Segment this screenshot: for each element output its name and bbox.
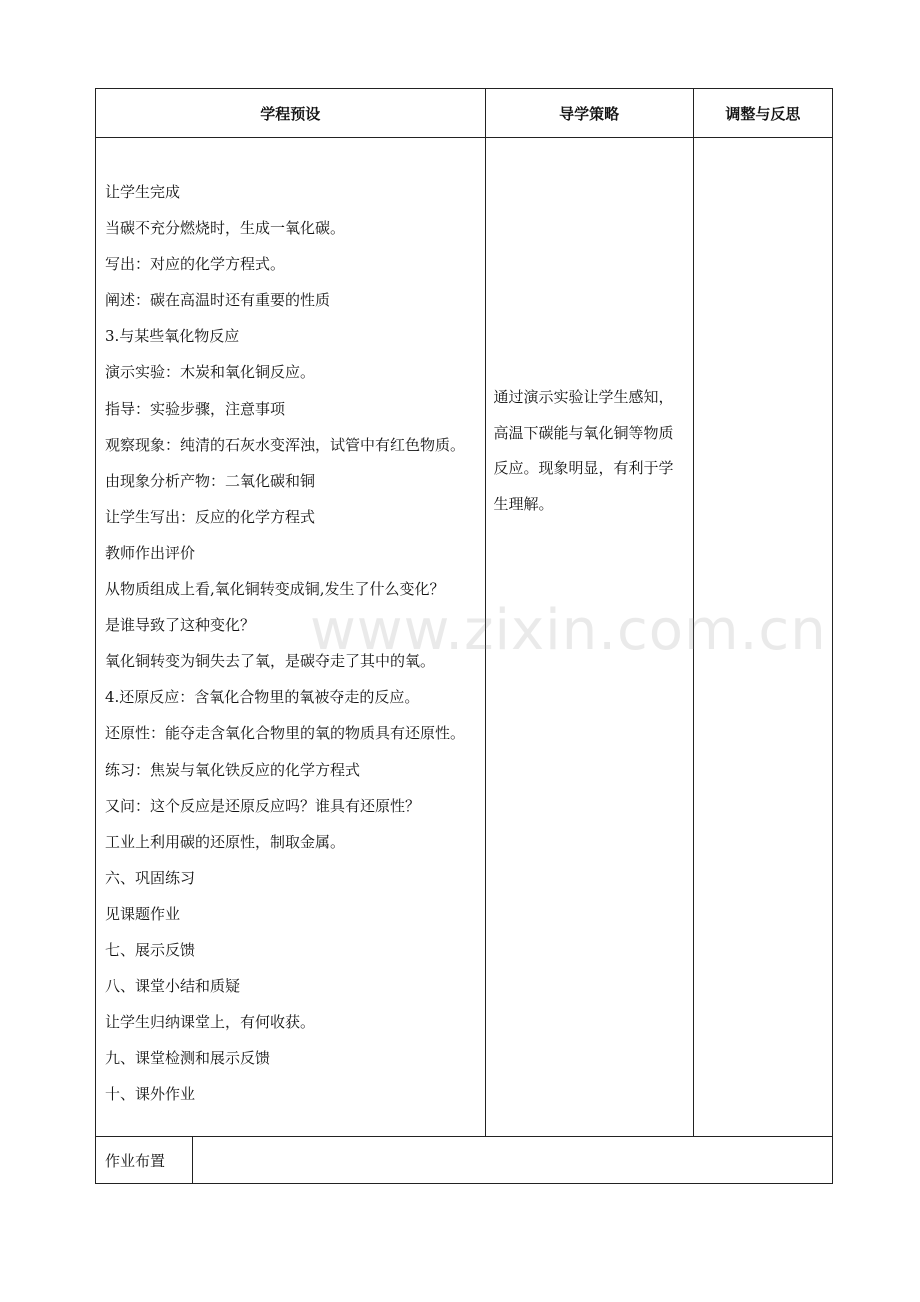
lesson-line: 见课题作业	[105, 904, 181, 923]
guidance-strategy-cell	[485, 138, 693, 1137]
header-lesson-design: 学程预设	[96, 89, 486, 138]
lesson-line: 还原性：能夺走含氧化合物里的氧的物质具有还原性。	[105, 724, 466, 743]
lesson-line: 演示实验：木炭和氧化铜反应。	[105, 363, 316, 382]
lesson-line: 九、课堂检测和展示反馈	[105, 1049, 271, 1068]
lesson-line: 教师作出评价	[105, 543, 196, 562]
lesson-plan-table	[95, 88, 833, 1184]
header-adjustment-reflection: 调整与反思	[693, 89, 832, 138]
lesson-line: 3.与某些氧化物反应	[105, 327, 240, 346]
watermark: www.zixin.com.cn	[310, 598, 827, 663]
lesson-line: 当碳不充分燃烧时，生成一氧化碳。	[105, 219, 346, 238]
lesson-line: 指导：实验步骤，注意事项	[105, 399, 286, 418]
lesson-line: 写出：对应的化学方程式。	[105, 255, 286, 274]
lesson-line: 练习：焦炭与氧化铁反应的化学方程式	[105, 760, 361, 779]
lesson-line: 阐述：碳在高温时还有重要的性质	[105, 291, 331, 310]
homework-cell	[96, 1137, 833, 1184]
lesson-line: 从物质组成上看,氧化铜转变成铜,发生了什么变化？	[105, 580, 445, 599]
lesson-line: 让学生完成	[105, 183, 181, 201]
lesson-line: 是谁导致了这种变化？	[105, 616, 256, 635]
lesson-line: 由现象分析产物：二氧化碳和铜	[105, 471, 316, 490]
homework-inner-table	[96, 1137, 832, 1183]
homework-label: 作业布置	[96, 1137, 193, 1183]
content-row	[96, 138, 833, 1137]
lesson-line: 观察现象：纯清的石灰水变浑浊，试管中有红色物质。	[105, 435, 466, 454]
lesson-line: 4.还原反应：含氧化合物里的氧被夺走的反应。	[105, 688, 420, 707]
lesson-line: 又问：这个反应是还原反应吗？谁具有还原性？	[105, 796, 421, 815]
homework-row	[96, 1137, 833, 1184]
table-header-row	[96, 89, 833, 138]
homework-value	[193, 1137, 833, 1183]
lesson-line: 工业上利用碳的还原性，制取金属。	[105, 832, 346, 851]
lesson-line: 让学生写出：反应的化学方程式	[105, 507, 316, 526]
lesson-line: 七、展示反馈	[105, 940, 196, 959]
lesson-line: 十、课外作业	[105, 1085, 196, 1104]
lesson-steps-list	[96, 138, 485, 1112]
reflection-cell	[693, 138, 832, 1137]
lesson-line: 氧化铜转变为铜失去了氧，是碳夺走了其中的氧。	[105, 652, 436, 671]
strategy-text: 通过演示实验让学生感知，高温下碳能与氧化铜等物质反应。现象明显，有利于学生理解。	[493, 388, 674, 513]
lesson-line: 让学生归纳课堂上，有何收获。	[105, 1013, 316, 1032]
lesson-design-cell	[96, 138, 486, 1137]
lesson-line: 六、巩固练习	[105, 868, 196, 887]
header-guidance-strategy: 导学策略	[485, 89, 693, 138]
lesson-line: 八、课堂小结和质疑	[105, 977, 241, 996]
